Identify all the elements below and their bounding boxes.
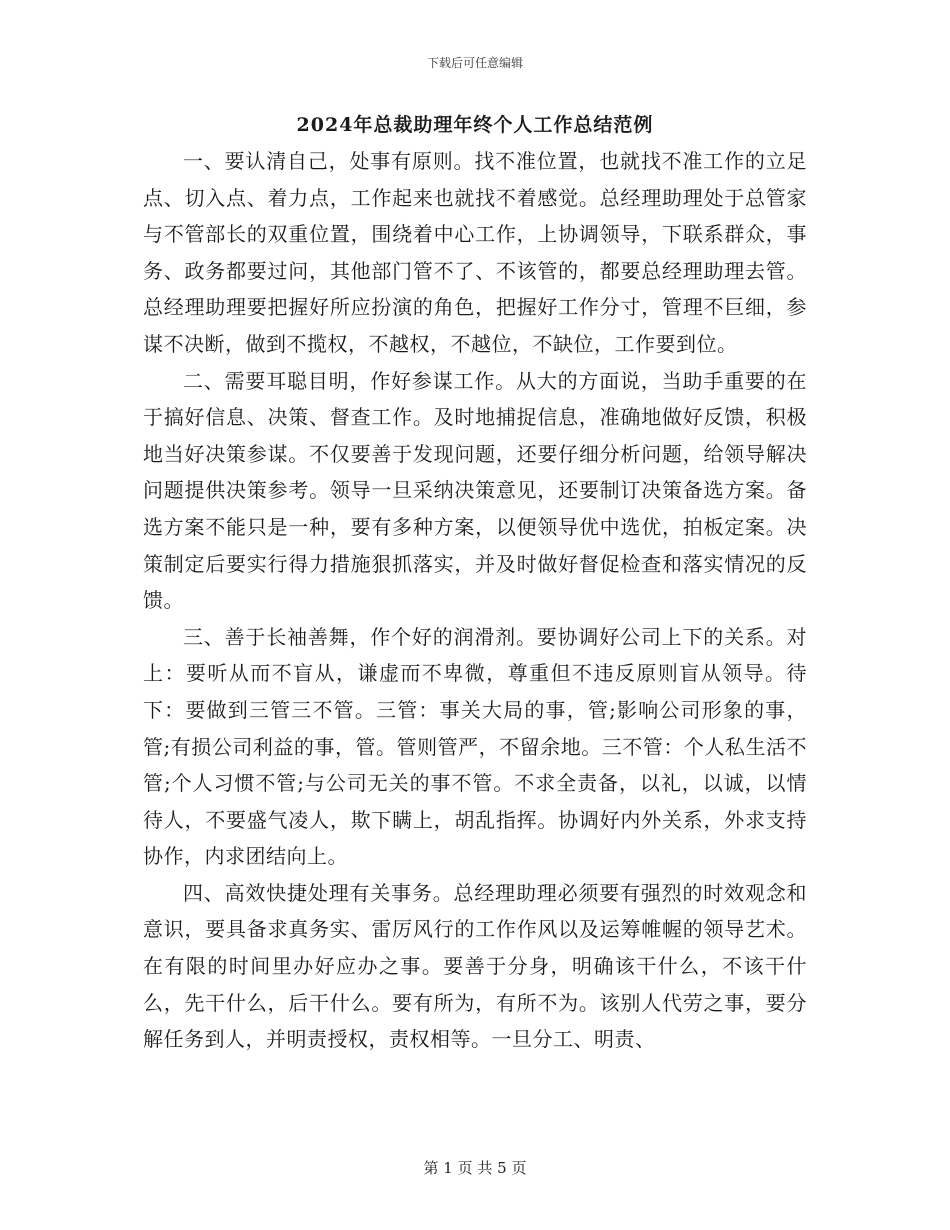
paragraph-2: 二、需要耳聪目明，作好参谋工作。从大的方面说，当助手重要的在于搞好信息、决策、督查工作。及时地捕捉信息，准确地做好反馈，积极地当好决策参谋。不仅要善于发现问题，还要仔细分析问题，给领导解决问题提供决策参考。领导一旦采纳决策意见，还要制订决策备选方案。备选方案不能只是一种，要有多种方案，以便领导优中选优，拍板定案。决策制定后要实行得力措施狠抓落实，并及时做好督促检查和落实情况的反馈。 [143,368,807,613]
page-header-note: 下载后可任意编辑 [426,56,523,70]
document-body [143,143,807,1058]
paragraph-4: 四、高效快捷处理有关事务。总经理助理必须要有强烈的时效观念和意识，要具备求真务实、雷厉风行的工作作风以及运筹帷幄的领导艺术。在有限的时间里办好应办之事。要善于分身，明确该干什么，不该干什么，先干什么，后干什么。要有所为，有所不为。该别人代劳之事，要分解任务到人，并明责授权，责权相等。一旦分工、明责、 [143,880,807,1052]
paragraph-3: 三、善于长袖善舞，作个好的润滑剂。要协调好公司上下的关系。对上：要听从而不盲从，谦虚而不卑微，尊重但不违反原则盲从领导。待下：要做到三管三不管。三管：事关大局的事，管;影响公司形象的事，管;有损公司利益的事，管。管则管严，不留余地。三不管：个人私生活不管;个人习惯不管;与公司无关的事不管。不求全责备，以礼，以诚，以情待人，不要盛气凌人，欺下瞒上，胡乱指挥。协调好内外关系，外求支持协作，内求团结向上。 [143,624,807,869]
document-title: 2024年总裁助理年终个人工作总结范例 [296,114,654,136]
page-number: 第 1 页 共 5 页 [423,1159,527,1177]
paragraph-1: 一、要认清自己，处事有原则。找不准位置，也就找不准工作的立足点、切入点、着力点，工作起来也就找不着感觉。总经理助理处于总管家与不管部长的双重位置，围绕着中心工作，上协调领导，下联系群众，事务、政务都要过问，其他部门管不了、不该管的，都要总经理助理去管。总经理助理要把握好所应扮演的角色，把握好工作分寸，管理不巨细，参谋不决断，做到不揽权，不越权，不越位，不缺位，工作要到位。 [143,149,807,356]
